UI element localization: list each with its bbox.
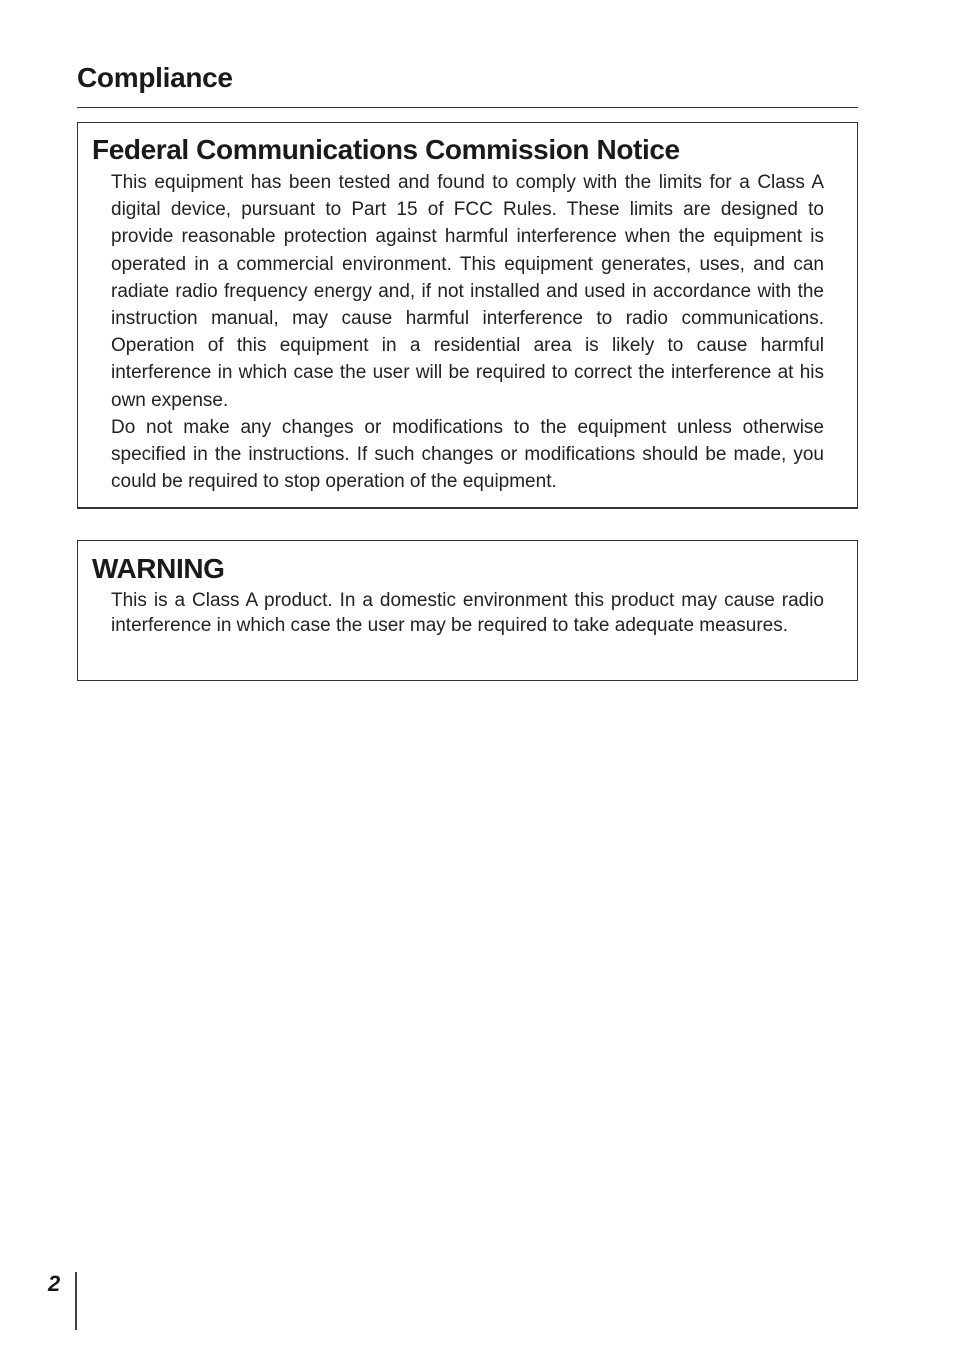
page-number: 2 bbox=[48, 1271, 61, 1296]
warning-box bbox=[77, 540, 858, 681]
fcc-notice-paragraph: This equipment has been tested and found to comply with the limits for a Class A digital device, pursuant to Part 15 of FCC Rules. These limits are designed to provide reasonable protection against harmful interference when the equipment is operated in a commercial environment. This equipment generates, uses, and can radiate radio frequency energy and, if not installed and used in accordance with the instruction manual, may cause harmful interference to radio communications. Operation of this equipment in a residential area is likely to cause harmful interference in which case the user will be required to correct the interference at his own expense. bbox=[111, 172, 824, 411]
warning-text: This is a Class A product. In a domestic environment this product may cause radio interference in which case the user may be required to take adequate measures. bbox=[111, 590, 824, 636]
warning-heading: WARNING bbox=[92, 553, 225, 584]
page-number-divider bbox=[75, 1272, 77, 1330]
warning-body bbox=[111, 588, 824, 638]
page-title: Compliance bbox=[77, 62, 233, 93]
fcc-notice-heading: Federal Communications Commission Notice bbox=[92, 134, 680, 165]
title-divider bbox=[77, 107, 858, 108]
fcc-notice-paragraph: Do not make any changes or modifications to the equipment unless otherwise specified in the instructions. If such changes or modifications should be made, you could be required to stop operation of the equipment. bbox=[111, 416, 824, 493]
fcc-notice-box bbox=[77, 122, 858, 509]
fcc-notice-body bbox=[111, 169, 824, 495]
